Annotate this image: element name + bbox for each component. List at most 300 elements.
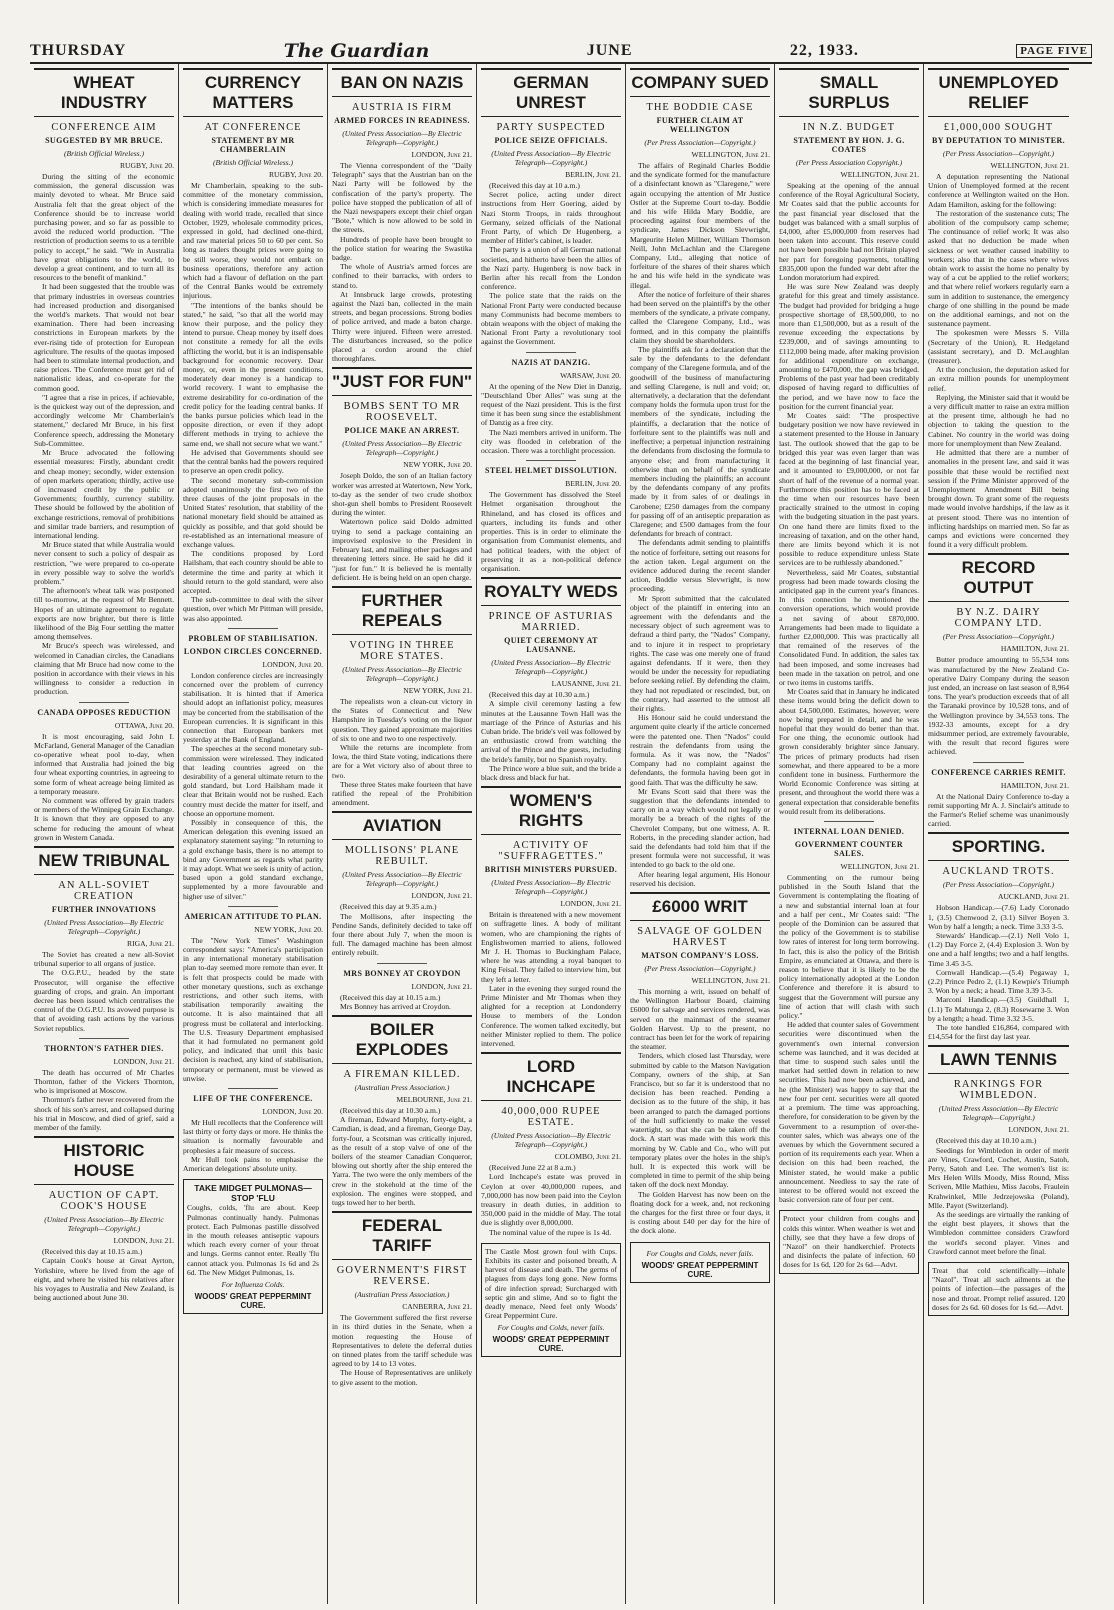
article-paragraph: The Government has dissolved the Steel Helmet organisation throughout the Rhineland, and has closed its offices and quarters, including its funds and other properties. This is in order to eliminate the organisation from Communist elements, and had political leaders, with the object of preserving it as a non-political defence organisation. [481,490,621,573]
article-headline: LAWN TENNIS [928,1045,1069,1074]
article-subheading: GOVERNMENT'S FIRST REVERSE. [336,1265,468,1288]
article-paragraph: The repealists won a clean-cut victory in the States of Connecticut and New Hampshire in Tuesday's voting on the liquor question. They gained approximate majorities of six to one and two to one respectively. [332,696,472,743]
article-paragraph: "The intentions of the banks should be stated," he said, "so that all the world may know their purpose, and the policy they intend to pursue. Cheap money by itself does not constitute a remedy for all the evils afflicting the world, but it is an indispensable background for economic recovery. Dear money, or, even in the present conditions, moderately dear money is a handicap to world recovery. I want to emphasise the extreme desirability for co-ordination of the credit policy for the leading central banks. If the banks pursue policies which lead in the opposite direction, or even if they adopt different methods in trying to achieve the same end, we shall not secure what we want." [183,300,323,448]
article [332,367,472,581]
advert-text: Treat that cold scientifically—inhale "Nazol". Treat all such ailments at the points of infection—the passages of the nose and throat. Prompt relief assured. 120 doses for 2s 6d. 60 doses for 1s 6d.—Advt. [932,1266,1065,1312]
article-source: (Per Press Association—Copyright.) [644,138,756,147]
article-subheading: SALVAGE OF GOLDEN HARVEST [637,926,763,949]
article-body [34,172,174,697]
article-subheading: POLICE SEIZE OFFICIALS. [494,136,608,145]
article-body [779,181,919,816]
article-body [183,671,323,901]
advert-text: Protect your children from coughs and colds this winter. When weather is wet and chilly, see that they have a few drops of "Nazol" on their handkerchief. Protects and disinfects the palate of infection. 60 doses for 1s 6d, 120 for 2s 6d—Advt. [783,1214,915,1270]
article-paragraph: His Honour said he could understand the argument quite clearly if the article concerned were the patented one. Then "Nados" could restrain the defendants from using the formula. As it was now, the "Nados" Company had no complaint against the defendants, the formula having been got in good faith. That was the difficulty he saw. [630,713,770,787]
article-body [779,873,919,1204]
article-paragraph: A deputation representing the National Union of Unemployed formed at the recent conference at Wellington waited on the Hon. Adam Hamilton, asking for the following: [928,172,1069,209]
article-body [34,1068,174,1132]
article-body [183,936,323,1083]
article-paragraph: Mr Coates said: "The prospective budgetary position we now have reviewed in a statement presented to the House in January last. The outlook showed that the gap to be bridged this year was even larger than was faced at the beginning of last financial year, and it amounted to £9,000,000, or not far short of half of the revenue of a normal year. Furthermore this position has to be faced at the time when our resources have been practically strained to the utmost in coping with the budgeting situation in the past years. On one hand there are limits fixed to the increasing of taxation, and on the other hand, there are limits beyond which it is not possible to reduce expenditure unless State services are to be ruthlessly abandoned." [779,411,919,568]
article-paragraph: It is most encouraging, said John I. McFarland, General Manager of the Canadian co-operative wheat pool to-day, when informed that Australia had joined the big four wheat exporting countries, in agreeing to some form of wheat acreage being limited as a temporary measure. [34,731,175,796]
article-dateline: WELLINGTON, June 21. [990,161,1069,170]
article-body [332,902,472,957]
article-source: (British Official Wireless.) [63,149,145,158]
article-paragraph: London conference circles are increasingly concerned over the problem of currency stabilisation. It is hinted that if America should adopt an inflationist policy, measures may be concerted from the stabilisation of the European currencies. It is significant in this connection that European bankers met yesterday at the Bank of England. [183,670,323,745]
article-headline: LORD INCHCAPE [481,1052,621,1101]
advertisement [183,1179,323,1314]
article-paragraph: Mr Bruce advocated the following essential measures: Firstly, abundant credit and cheap money; secondly, wider extension of open markets operation; thirdly, active use of increased credit by the public or Governments; fourthly, currency stability. These should be followed by the abolition of exchange restrictions, removal of prohibitions and similar trade barriers, and resumption of international lending. [34,448,174,540]
article-paragraph: Commenting on the rumour being published in the South Island that the Government is contemplating the floating of a new and substantial internal loan at four and a half per cent., Mr Coates said: "The people of the Dominion can be assured that the policy of the Government is to stabilise low rates of interest for long term borrowing. In fact, this is also the policy of the British Empire, as enunciated at Ottawa, and there is reason to believe that it is likely to be the policy internationally adopted at the London Conference and therefore it is absurd to suggest that the Government will pursue any line of action that will clash with such policy." [779,873,919,1021]
article-paragraph: The plaintiffs ask for a declaration that the sale by the defendants to the defendant company of the Claregene formula, and of the goodwill of the business of manufacturing and selling Claregene, is null and void; or, alternatively, a declaration that the defendant company holds the formula upon trust for the members of the syndicate, including the plaintiffs, a declaration that the notice of forfeiture sent to the plaintiffs was null and ineffective; a perpetual injunction restraining the defendants from disclosing the formula to anyone else; and from manufacturing it otherwise than on behalf of the syndicate members including the plaintiffs; an account by the defendants company of any profits made by it from sales of or dealings in Carobene; £250 damages from the company for passing off of an antiseptic preparation as Claregene; and £500 damages from the four defendants for breach of contract. [630,345,771,539]
article-paragraph: The "New York Times" Washington correspondent says: "America's participation in any international monetary stabilisation plan to-day seemed more remote than ever. It is felt that prospects could be made with other monetary questions, such as exchange restrictions, and other such items, with stabilisation temporarily awaiting the outcome. It is also maintained that all progress must be collateral and interlocking. The U.S. Treasury Department emphasised that it had formulated no permanent gold policy, and indicated that until this basic decision is reached, any kind of stabilisation, temporary or permanent, must be viewed as unwise. [183,935,323,1083]
article-paragraph: He added that counter sales of Government securities were discontinued when the government's own internal conversion scheme was launched, and it was decided at that time to suspend such sales until the market had settled down in relation to new securities. This had now been achieved, and he (the Minister) was happy to say that the new four per cent. securities were all quoted at a premium. The time was approaching, therefore, for consideration to be given by the Government to a resumption of over-the-counter sales, which was always one of the avenues by which the Government secured a portion of its requirements each year. When a decision on this had been reached, the Minister stated, he would make a public announcement. Needless to say the rate of interest to be offered would not exceed the basic conversion rate of four per cent. [779,1020,919,1205]
article [928,1045,1069,1256]
article-paragraph: The afternoon's wheat talk was postponed till to-morrow, at the request of Mr Bennett. Hopes of an ultimate agreement to regulate exports are now brighter, but there is little likelihood of the Big Four settling the matter among themselves. [34,586,174,642]
article-paragraph: At the conclusion, the deputation asked for an extra million pounds for unemployment relief. [928,365,1069,393]
article-source: (United Press Association—By Electric Telegraph—Copyright.) [491,878,611,897]
article-paragraph: The Golden Harvest has now been on the floating dock for a week, and, not reckoning the charges for the first three or four days, it is costing about £40 per day for the hire of the dock alone. [630,1189,770,1236]
article-dateline: LONDON, June 21. [113,1056,174,1066]
article-paragraph: Nevertheless, said Mr Coates, substantial progress had been made towards closing the anticipated gap in the current year's finances. In this connection he mentioned the conversion operations, which would provide a net saving of about £870,000. Arrangements had been made to liquidate a further £2,000,000. This was practically all that remained of the reserves of the Consolidated Fund. In addition, the sales tax had been imposed, and some increases had been made in the taxation on petrol, and one or two items in customs tariffs. [779,567,919,687]
article-body [630,161,770,888]
article-subheading: FURTHER INNOVATIONS [51,905,157,915]
article-headline: £6000 WRIT [630,892,770,921]
section-divider [79,1038,129,1039]
article-dateline: LONDON, June 21. [113,1236,174,1246]
article-paragraph: While the returns are incomplete from Iowa, the third State voting, indications there are for a Wet victory also of about three to two. [332,742,472,780]
article-source: (United Press Association—By Electric Telegraph—Copyright.) [44,918,164,937]
article-paragraph: Britain is threatened with a new movement on suffragette lines. A body of militant women, who are championing the rights of Englishwomen married to aliens, followed Mr J. H. Thomas to Buckingham Palace, where he was attending a royal banquet to King Feisal. They failed to interview him, but they left a letter. [481,910,621,984]
article-paragraph: Possibly in consequence of this, the American delegation this evening issued an explanatory statement saying: "In returning to a gold exchange basis, there is no attempt to bind any Government as regards what parity it may adopt. What we seek is unity of action, based upon a gold standard exchange, supplemented by a more favourable and higher use of silver." [183,818,323,901]
article-paragraph: The spokesmen were Messrs S. Villa (Secretary of the Union), R. Hedgeland (assistant secretary), and D. McLaughlan (treasurer). [928,328,1069,366]
column-7 [924,64,1073,1604]
article-subheading: BY DEPUTATION TO MINISTER. [931,136,1066,145]
advert-tag: For Coughs and Colds, never fails. [646,1248,754,1258]
article [332,811,472,957]
advertisement [481,1243,621,1358]
article-subheading: STEEL HELMET DISSOLUTION. [485,466,617,476]
article-subheading: SUGGESTED BY MR BRUCE. [45,136,163,145]
article-subheading: CONFERENCE AIM [51,122,157,133]
article-subheading: STATEMENT BY MR CHAMBERLAIN [211,136,295,154]
article-subheading: AMERICAN ATTITUDE TO PLAN. [184,911,322,921]
article-headline: COMPANY SUED [630,68,770,97]
advert-text: The Castle Most grown foul with Cups. Exhibits its caster and poisoned breath, A harvest of disease and death. The germs of plagues from days long gone. New forms of dire infection spread; Surcharged with septic gin and slime, And so to fight the deadly menace, Need feel only Woods' Great Peppermint Cure. [485,1246,617,1321]
advert-text: Coughs, colds, 'flu are about. Keep Pulmonas continually handy. Pulmonas protect. Each Pulmonas pastille dissolved in the mouth releases antiseptic vapours which reach every corner of your throat and lungs. Germs cannot enter. Really 'flu cannot attack you. Pulmonas 1s 6d and 2s 6d. The New Midget Pulmonas, 1s. [187,1203,319,1277]
article-paragraph: Mr Hull recollects that the Conference will last thirty or forty days or more. He thinks the situation is normally favourable and prophesies a fair measure of success. [183,1118,323,1155]
article [481,577,621,782]
article-subheading: PROBLEM OF STABILISATION. [188,633,318,643]
article [928,553,1069,756]
article-headline: WHEAT INDUSTRY [34,68,174,117]
article-subheading: ARMED FORCES IN READINESS. [334,116,470,125]
article-paragraph: Tenders, which closed last Thursday, were submitted by cable to the Matson Navigation Company, owners of the ship, at San Francisco, but so far it is understood that no decision has been reached. Pending a decision as to the future of the ship, it has been arranged to patch the damaged portions of the hull sufficiently to make the vessel watertight, so that she can be taken off the dock. A start was made with this work this morning by W. Cable and Co., who will put temporary plates over the holes in the ship's hull. It is expected this work will be completed in time to permit of the ship being taken off the dock next Monday. [630,1051,770,1190]
article-body [928,792,1069,829]
column-3 [328,64,477,1604]
article-paragraph: Mr Evans Scott said that there was the suggestion that the defendants intended to carry on in a way which would not legally or morally be a breach of the rights of the Chevrolet Company, but one witness, A. R. Roberts, in the preceding slander action, had said the defendants had told him that if the present formula were not successful, it was intended to go back to the old one. [630,786,770,870]
article-headline: AVIATION [332,811,472,840]
article-paragraph: The Nazi members arrived in uniform. The city was flooded in celebration of the occasion. There was a torchlight procession. [481,427,621,456]
article-paragraph: Hundreds of people have been brought to the police station for wearing the Swastika badge. [332,234,472,263]
article-subheading: MATSON COMPANY'S LOSS. [641,951,759,961]
article-dateline: NEW YORK, June 21. [403,685,472,695]
article [332,1015,472,1207]
article-paragraph: Joseph Doldo, the son of an Italian factory worker was arrested at Watertown, New York, to-day as the sender of two crude shotbox shot-gun shell bombs to President Roosevelt during the winter. [332,471,472,518]
article-paragraph: (Received this day at 10.15 a.m.) [42,1247,143,1257]
article-dateline: LAUSANNE, June 21. [551,679,621,689]
section-divider [377,963,427,964]
masthead-date: 22, 1933. [789,42,859,59]
article-source: (United Press Association—By Electric Telegraph—Copyright.) [491,149,611,167]
article-paragraph: Replying, the Minister said that it would be a very difficult matter to raise an extra million at the present time, although he had no objection to taking the question to the Cabinet. No country in the world was doing more for unemployment than New Zealand. [928,392,1069,448]
article-subheading: A FIREMAN KILLED. [343,1068,461,1080]
article-subheading: BRITISH MINISTERS PURSUED. [484,865,618,875]
article [481,1052,621,1237]
article-subheading: AN ALL-SOVIET CREATION [58,880,150,903]
article-body [928,903,1069,1041]
article-source: (United Press Association—By Electric Telegraph—Copyright.) [342,129,462,147]
advertisement [928,1262,1069,1316]
article-subheading: AT CONFERENCE [204,122,302,133]
article-paragraph: Secret police, acting under direct instructions from Herr Goering, aided by Nazi Storm Troops, in raids throughout Germany, seized officials of the National Front Party, of which Dr Hugenberg, a member of Hitler's cabinet, is leader. [481,190,621,246]
article-dateline: RIGA, June 21. [127,939,174,949]
article-paragraph: The conditions proposed by Lord Hailsham, that each country should be able to determine the time and parity at which it should return to the gold standard, were also accepted. [183,549,323,595]
article-dateline: NEW YORK, June 20. [403,460,472,470]
article-paragraph: After hearing legal argument, His Honour reserved his decision. [630,869,770,888]
article-dateline: LONDON, June 20. [262,659,323,669]
article-subheading: GOVERNMENT COUNTER SALES. [794,840,904,859]
article-body [481,490,621,573]
article-dateline: HAMILTON, June 21. [1000,780,1069,790]
section-divider [228,628,278,629]
article-headline: WOMEN'S RIGHTS [481,786,621,835]
article-paragraph: The affairs of Reginald Charles Boddie and the syndicate formed for the manufacture of a disinfectant known as "Claregene," were again occupying the attention of Mr Justice Ostler at the Supreme Court to-day. Boddie and his wife Hilda Mary Boddie, are proceeding against four members of the syndicate, James Dickson Slevwright, Margeurite Helen Millner, William Thomson Neill, John McLachlan and the Claregene Company, Ltd., alleging that notice of forfeiture of the shares of their shares which he and his wife held in the syndicate was illegal. [630,161,770,290]
article-source: (Per Press Association—Copyright.) [942,149,1055,158]
article-body [481,181,621,347]
article [332,68,472,363]
article-dateline: NEW YORK, June 20. [254,924,323,934]
article-paragraph: Mr Coates said that in January he indicated these items would bring the deficit down to about £4,500,000. Estimates, however, were now being prepared in detail, and he was hopeful that they would do better than that. For one thing, the economic outlook had grown considerably brighter since January. The prices of primary products had risen somewhat, and there appeared to be a more confident tone in business. Furthermore the World Economic Conference was sitting at present, and throughout the world there was a general expectation that considerable benefits would result from its deliberations. [779,687,919,816]
article-paragraph: Butter produce amounting to 55,534 tons was manufactured by the New Zealand Co-operative Dairy Company during the season just ended, an increase on last season of 8,964 tons. The year's production exceeds that of all the Taranaki province by 10,528 tons, and of the Wellington province by 34,553 tons. The 1932-33 amounts, except for a dry midsummer period, are extremely favourable, with the result that record figures were achieved. [928,655,1069,757]
article-body [928,655,1069,756]
article-paragraph: The O.G.P.U., headed by the state Prosecutor, will organise the effective guarding of crops, and grain. An important decree has been issued which centralises the control of the O.G.P.U. Its avowed purpose is that of avoiding rash actions by the various Soviet republics. [34,968,174,1033]
article [481,68,621,347]
article-headline: NEW TRIBUNAL [34,846,174,875]
masthead-paper-name: The Guardian [283,40,430,62]
article-subheading: LIFE OF THE CONFERENCE. [193,1094,313,1104]
article-paragraph: The restoration of the sustenance cuts; The abolition of the compulsory camp scheme; The continuance of relief work; It was also asked that no deduction be made when sickness or wet weather caused inability to workers; also that in the cases where wives obtain work to assist the home no penalty by way of a cut be applied to the relief workers; and that where relief workers regularly earn a sum in addition to sustenance, the emergency charge of one shilling in the pound be made on the additional earnings, and not on the sustenance payment. [928,208,1069,329]
article-paragraph: The tote handled £16,864, compared with £14,554 for the first day last year. [928,1023,1069,1042]
article-paragraph: The Mollisons, after inspecting the Pendine Sands, definitely decided to take off four there about July 7, when the moon is full. The damaged machine has been almost entirely rebuilt. [332,911,472,958]
article [183,68,323,623]
article-paragraph: The House of Representatives are unlikely to give assent to the motion. [332,1368,472,1387]
advert-tag: For Influenza Colds. [221,1279,285,1289]
article [34,1038,174,1132]
article-dateline: BERLIN, June 20. [565,479,621,489]
article-source: (United Press Association—By Electric Telegraph—Copyright.) [44,1215,164,1234]
article-paragraph: Watertown police said Doldo admitted trying to send a package containing an improvised explosive to the President in February last, and mailing other packages and threatening letters since. He said he did it "just for fun." It is believed he is mentally deficient. He is being held on an open charge. [332,517,472,582]
article-subheading: ACTIVITY OF "SUFFRAGETTES." [498,840,604,863]
article-body [183,1118,323,1173]
section-divider [526,352,576,353]
article-paragraph: The defendants admit sending to plaintiffs the notice of forfeiture, setting out reasons for the action taken. Legal argument on the evidence adduced during the recent slander action, Boddie versus Slevwright, is now proceeding. [630,538,770,594]
article-headline: HISTORIC HOUSE [34,1136,174,1185]
article [34,702,174,842]
article [481,352,621,456]
article [630,892,770,1235]
article-source: (Australian Press Association.) [354,1082,450,1092]
article-source: (United Press Association—By Electric Telegraph—Copyright.) [491,1131,611,1150]
article-dateline: LONDON, June 21. [411,981,472,991]
article-body [332,697,472,807]
article-headline: SMALL SURPLUS [779,68,919,117]
article-paragraph: Mr Chamberlain, speaking to the sub-committee of the monetary commission, which is considering immediate measures for dealing with world trade, recalled that since October, 1929, wholesale commodity prices, expressed in gold, had declined one-third, and raw material prices 50 to 60 per cent. So long as traders thought prices were going to be still worse, they would not embark on business operations, therefore any action which had a flavour of deflation on the part of the Central Banks would be extremely injurious. [183,181,323,301]
article-body [34,732,174,842]
article-paragraph: Hobson Handicap.—(7.6) Lady Coronado 1, (3.5) Chenwood 2, (3.1) Silver Boyen 3. Won by half a length; a neck. Time 3.33 3-5. [928,903,1069,931]
article [34,846,174,1033]
section-divider [228,1088,278,1089]
article-paragraph: Mrs Bonney has arrived at Croydon. [340,1001,451,1011]
article [928,68,1069,549]
article-headline: "JUST FOR FUN" [332,367,472,396]
article-subheading: CONFERENCE CARRIES REMIT. [931,767,1066,777]
article-dateline: LONDON, June 21. [1008,1125,1069,1135]
article-body [481,690,621,782]
masthead [30,40,1092,64]
article-subheading: AUSTRIA IS FIRM [351,102,453,113]
article-dateline: LONDON, June 21. [411,891,472,901]
article-subheading: PRINCE OF ASTURIAS MARRIED. [488,611,614,634]
article-paragraph: (Received June 22 at 8 a.m.) [489,1163,576,1173]
article-source: (United Press Association—By Electric Telegraph—Copyright.) [342,439,462,458]
article [183,906,323,1083]
article [481,786,621,1048]
article-headline: UNEMPLOYED RELIEF [928,68,1069,117]
article-paragraph: This morning a writ, issued on behalf of the Wellington Harbour Board, claiming £6000 for salvage and services rendered, was served on the mainmast of the steamer Golden Harvest. Up to the present, no contract has been let for the work of repairing the steamer. [630,987,770,1052]
article-source: (Per Press Association—Copyright.) [942,880,1055,890]
article-source: (United Press Association—By Electric Telegraph—Copyright.) [491,658,611,677]
article-subheading: £1,000,000 SOUGHT [943,122,1054,133]
article-paragraph: The nominal value of the rupee is 1s 4d. [489,1227,612,1237]
article-paragraph: As the seedings are virtually the ranking of the eight best players, it shows that the Wimbledon committee considers Crawford the world's second player. Vines and Crawford cannot meet before the final. [928,1210,1069,1256]
article-subheading: VOTING IN THREE MORE STATES. [349,639,455,662]
article-dateline: LONDON, June 21. [560,899,621,909]
article-body [332,993,472,1011]
article-dateline: MELBOURNE, June 21. [396,1094,472,1104]
article [481,460,621,573]
article-paragraph: He was sure New Zealand was deeply grateful for this great and timely assistance. The budget had provided for bridging a huge prospective shortage of £8,500,000, to no more than £1,500,000, but as a result of the revenue exceeding the expectations by £239,000, and of savings amounting to £112,000 being made, after making provision for additional expenditure on exchange, amounting to £470,000, the gap was bridged. Problems of the past year had been creditably disposed of having regard to difficulties of the period, and we have now to face the position for the current financial year. [779,282,919,411]
article-paragraph: During the sitting of the economic commission, the general discussion was mainly devoted to wheat. Mr Bruce said Australia felt that the great object of the Conference should be to increase world purchasing power, and so far as possible to avoid the reduced world production. "The restriction of production seems to us a terrible policy to accept," he said. "We in Australia have great obligations to the world, to develop a great continent, and to turn all its resources to the benefit of mankind." [34,172,174,283]
article-paragraph: He admitted that there are a number of anomalies in the present law, and said it was possible that these would be rectified next session if the Prime Minister approved of the Unemployment Amendment Bill being brought down. To grant some of the requests made would involve hardships, if the law as it at present stood. There was no intention of inflicting hardships on married men. So far as camps and evictions were concerned they found it a very difficult problem. [928,448,1069,550]
article-paragraph: Mr Hull took pains to emphasise the American delegations' absolute unity. [183,1154,323,1174]
advertisement [630,1242,770,1283]
article [34,1136,174,1302]
article-subheading: POLICE MAKE AN ARREST. [344,426,460,436]
article-dateline: BERLIN, June 21. [565,170,621,179]
article-paragraph: Mr Sprott submitted that the calculated object of the plaintiff in entering into an agreement with the defendants and the necessary object of such agreement was to defraud a third party, the "Nados" Company, and to injure it in respect to proprietary rights. The case was one merely one of fraud against defendants. If it were, then they would be under the necessity for repudiating before seeking relief. By defending the claim, they had not repudiated or rescinded, but, on the contrary, had asserted to the utmost all their rights. [630,593,770,713]
article-subheading: THE BODDIE CASE [646,102,754,113]
article-body [34,950,174,1033]
article-subheading: AUCKLAND TROTS. [942,866,1055,878]
article-subheading: STATEMENT BY HON. J. G. COATES [793,136,905,154]
article-source: (British Official Wireless.) [212,158,294,167]
article-subheading: FURTHER CLAIM AT WELLINGTON [656,116,744,134]
section-divider [79,702,129,703]
article-source: (Per Press Association Copyright.) [795,158,903,167]
article-dateline: WELLINGTON, June 21. [691,150,770,159]
article-paragraph: Mr Bruce's speech was wirelessed, and welcomed in Canadian circles, the Canadians claiming that Mr Bruce had now come to the position in accordance with their views in his willingness to consider a reduction in production. [34,641,174,697]
article-body [481,1163,621,1237]
article-paragraph: The sub-committee to deal with the silver question, over which Mr Pittman will preside, was also appointed. [183,595,323,623]
article-dateline: COLOMBO, June 21. [554,1152,621,1162]
section-divider [228,906,278,907]
article-paragraph: (Received this day at 10.30 a.m.) [489,690,590,700]
article [332,586,472,807]
article-headline: FEDERAL TARIFF [332,1211,472,1260]
article-dateline: WELLINGTON, June 21. [691,976,770,986]
article-body [332,1106,472,1207]
column-6 [775,64,924,1604]
advert-footer: WOODS' GREAT PEPPERMINT CURE. [492,1335,610,1354]
article-paragraph: Thornton's father never recovered from the shock of his son's arrest, and collapsed during his trial in Moscow, and died of grief, said a member of the family. [34,1095,174,1133]
article-paragraph: No comment was offered by grain traders or members of the Winnipeg Grain Exchange. It is known that they are opposed to any scheme for reducing the amount of wheat grown in Western Canada. [34,796,174,842]
article-dateline: LONDON, June 20. [262,1107,323,1117]
masthead-page-number: PAGE FIVE [1016,44,1092,58]
article-headline: SPORTING. [928,832,1069,861]
article-paragraph: The whole of Austria's armed forces are confined to their barracks, with orders to stand to. [332,262,472,290]
article-body [183,181,323,623]
article-dateline: RUGBY, June 20. [119,161,174,170]
article-paragraph: The death has occurred of Mr Charles Thornton, father of the Vickers Thornton, who is imprisoned at Moscow. [34,1067,174,1096]
article-subheading: BOMBS SENT TO MR ROOSEVELT. [343,401,461,424]
article-source: (Per Press Association—Copyright.) [942,632,1055,642]
article [779,68,919,816]
article-paragraph: He advised that Governments should see that the central banks had the powers required to preserve an open credit policy. [183,447,323,476]
advert-footer: WOODS' GREAT PEPPERMINT CURE. [194,1291,312,1310]
article-paragraph: At the National Dairy Conference to-day a remit supporting Mr A. J. Sinclair's attitude to the Farmer's Relief scheme was unanimously carried. [928,791,1069,829]
article-source: (United Press Association—By Electric Telegraph—Copyright.) [342,870,462,889]
article-headline: GERMAN UNREST [481,68,621,117]
article [779,821,919,1204]
article-paragraph: (Received this day at 10.30 a.m.) [340,1105,441,1115]
article-body [928,172,1069,549]
article-source: (Australian Press Association.) [354,1290,450,1300]
article-headline: ROYALTY WEDS [481,577,621,606]
article-paragraph: Later in the evening they surged round the Prime Minister and Mr Thomas when they alighted for a reception at Londonderry House to members of the London Conference. The women talked excitedly, but neither Minister replied to them. The police intervened. [481,983,621,1048]
article-dateline: WELLINGTON, June 21. [840,862,919,872]
article-paragraph: Marconi Handicap.—(3.5) Guildhall 1, (1.1) Te Mahunga 2, (8.3) Rosewarne 3. Won by a length; a head. Time 3.32 3-5. [928,995,1069,1023]
column-2 [179,64,328,1604]
article-body [630,987,770,1235]
article-headline: CURRENCY MATTERS [183,68,323,117]
article-paragraph: At the opening of the New Diet in Danzig, "Deutschland Über Alles" was sung at the request of the Nazi president. This is the first time it has been sung since the establishment of Danzig as a free city. [481,381,621,428]
article-dateline: WELLINGTON, June 21. [840,170,919,179]
article-subheading: MOLLISONS' PLANE REBUILT. [344,845,460,868]
article [34,68,174,697]
article-subheading: MRS BONNEY AT CROYDON [343,968,461,978]
article-dateline: OTTAWA, June 20. [114,720,174,730]
article-paragraph: The Soviet has created a new all-Soviet tribunal superior to all organs of justice. [34,950,174,969]
article-source: (United Press Association—By Electric Telegraph—Copyright.) [342,664,462,683]
article-subheading: IN N.Z. BUDGET [802,122,896,133]
article-body [34,1247,174,1302]
article-subheading: 40,000,000 RUPEE ESTATE. [501,1106,601,1129]
article-paragraph: At Innsbruck large crowds, protesting against the Nazi ban, collected in the main streets, and began processions. Strong bodies of police arrived, and made a baton charge. Thirty were injured. Fifteen were arrested. The disturbances increased, so the police placed a cordon around the chief thoroughfares. [332,289,472,364]
article-dateline: RUGBY, June 20. [268,170,323,179]
masthead-month: JUNE [586,42,633,59]
article-subheading: NAZIS AT DANZIG. [511,357,591,367]
article-dateline: HAMILTON, June 21. [1000,644,1069,654]
article-paragraph: These three States make fourteen that have ratified the repeal of the Prohibition amendment. [332,779,472,808]
article-paragraph: The Vienna correspondent of the "Daily Telegraph" says that the Austrian ban on the Nazi Party will be followed by the confiscation of the party's property. The police have stopped the publication of all of the Nazi newspapers except their chief organ "Bote," which is now allowed to be sold in the streets. [332,161,472,235]
column-1 [30,64,179,1604]
advertisement [779,1210,919,1273]
advert-footer: WOODS' GREAT PEPPERMINT CURE. [641,1260,759,1279]
article-paragraph: Mr Bruce stated that while Australia would never consent to such a policy of despair as restriction, "we were prepared to co-operate in every possible way to solve the world's problem." [34,540,174,586]
article-dateline: WARSAW, June 20. [560,370,621,380]
article-subheading: AUCTION OF CAPT. COOK'S HOUSE [48,1190,160,1213]
column-4 [477,64,626,1604]
article-paragraph: Captain Cook's house at Great Ayrton, Yorkshire, where he lived from the age of eight, and where he visited his relatives after his voyages to Australia and New Zealand, is being auctioned about June 30. [34,1256,174,1303]
article-source: (Per Press Association—Copyright.) [644,964,756,974]
article-subheading: INTERNAL LOAN DENIED. [793,827,905,837]
article-subheading: QUIET CEREMONY AT LAUSANNE. [504,636,598,655]
article-dateline: CANBERRA, June 21. [402,1302,472,1312]
article-dateline: AUCKLAND, June 21. [997,892,1069,902]
article-paragraph: After the notice of forfeiture of their shares had been served on the plaintiff's by the other members of the syndicate, a private company, called the Claregene Company, Ltd., was formed, and in this company the plaintiffs claim they should be shareholders. [630,289,770,345]
article-paragraph: The police state that the raids on the National Front Party were conducted because many Communists had become members to obtain weapons with the object of making the National Front Party a revolutionary tool against the Government. [481,291,621,347]
masthead-day: THURSDAY [30,42,127,59]
article-paragraph: The second monetary sub-commission adopted unanimously the first two of the three clauses of the joint proposals in the United States' resolution, that stability of the national monetary field should be attained as quickly as possible, and that gold should be re-established as an international measure of exchange values. [183,475,323,549]
article-subheading: CANADA OPPOSES REDUCTION [37,707,171,717]
article-paragraph: A fireman, Edward Murphy, forty-eight, a Camdian, is dead, and a fireman, George Day, forty-four, a Scotsman was critically injured, as the result of a stop valve of one of the boilers of the steamer Canadian Conqueror, blowing out shortly after the ship entered the Yarra. The two were the only members of the crew in the stokehold at the time of the explosion. The engines were stopped, and tugs towed her to her berth. [332,1115,473,1207]
article-source: (United Press Association—By Electric Telegraph—Copyright.) [938,1104,1059,1123]
article-paragraph: (Received this day at 10.10 a.m.) [936,1136,1037,1146]
article-subheading: THORNTON'S FATHER DIES. [44,1043,164,1053]
article [183,628,323,901]
article-subheading: PARTY SUSPECTED [496,122,606,133]
article-paragraph: (Received this day at 10.15 a.m.) [340,992,441,1002]
article [332,1211,472,1387]
article-body [332,1313,472,1387]
article [332,963,472,1011]
article [928,762,1069,829]
article-subheading: BY N.Z. DAIRY COMPANY LTD. [954,607,1043,630]
article-paragraph: Speaking at the opening of the annual conference of the Royal Agricultural Society, Mr Coates said that the public accounts for the past financial year disclosed that the budget was balanced with a small surplus of £4,000, after £5,000,000 from reserves had been taken into account. This reserve could not have been possible had not Britain played her part for foregoing payments, totalling £835,000 upon the funded war debt after the London moratorium had expired. [779,181,919,283]
advert-tag: For Coughs and Colds, never fails. [497,1323,605,1333]
article-body [332,471,472,581]
column-5 [626,64,775,1604]
article-dateline: LONDON, June 21. [411,150,472,159]
article [183,1088,323,1173]
article-headline: BAN ON NAZIS [332,68,472,97]
article [630,68,770,888]
article-headline: FURTHER REPEALS [332,586,472,635]
article-paragraph: "I agree that a rise in prices, if achievable, is the quickest way out of the depression, and accordingly welcome Mr Chamberlain's statement," declared Mr Bruce, in his first Conference speech, addressing the Monetary Sub-Committee. [34,392,174,448]
section-divider [526,460,576,461]
article-paragraph: Cornwall Handicap.—(5.4) Pegaway 1, (2.2) Prince Pedro 2, (1.1) Kewpie's Triumph 3. Won by a neck; a head. Time 3.39 3-5. [928,967,1069,996]
article-body [332,161,472,363]
columns-container [30,64,1092,1604]
article-paragraph: It had been suggested that the trouble was that primary industries in overseas countries had increased production and disorganised the world's markets. That would not bear examination. There had been increasing constrictions in European markets by the ever-rising tide of protection for European agriculture. The results of the quotas imposed had been to stimulate internal production, and raise prices. The Conference must get rid of nationalistic ideas, and co-operate for the common good. [34,282,174,393]
article-body [481,910,621,1048]
article-paragraph: The party is a union of all German national societies, and hitherto have been the allies of the Nazi party. Hugenberg is now back in Berlin after his recall from the London conference. [481,245,621,292]
article-paragraph: A simple civil ceremony lasting a few minutes at the Lausanne Town Hall was the marriage of the Prince of Asturias and his Cuban bride. The bride's veil was followed by an enthusiastic crowd from watching the arrival of the Prince and the guests, including the bride's family, but no Spanish royalty. [481,699,621,764]
article [928,832,1069,1041]
article-headline: BOILER EXPLODES [332,1015,472,1064]
article-paragraph: Seedings for Wimbledon in order of merit are Vines, Crawford, Cochet, Austin, Satoh, Perry, Satoh and Lee. The women's list is: Mrs Helen Wills Moody, Miss Round, Miss Scriven, Mlle Mathieu, Miss Jacobs, Fraulein Krahwinkel, Mlle Jedrzejowska (Poland), Mlle. Payot (Switzerland). [928,1145,1069,1210]
article-paragraph: Stewards' Handicap.—(2.1) Nell Volo 1, (1.2) Day Force 2, (4.4) Explosion 3. Won by one and a half lengths; two and a half lengths. Time 3.45 3-5. [928,930,1069,968]
advert-headline: TAKE MIDGET PULMONAS—STOP 'FLU [194,1183,312,1204]
